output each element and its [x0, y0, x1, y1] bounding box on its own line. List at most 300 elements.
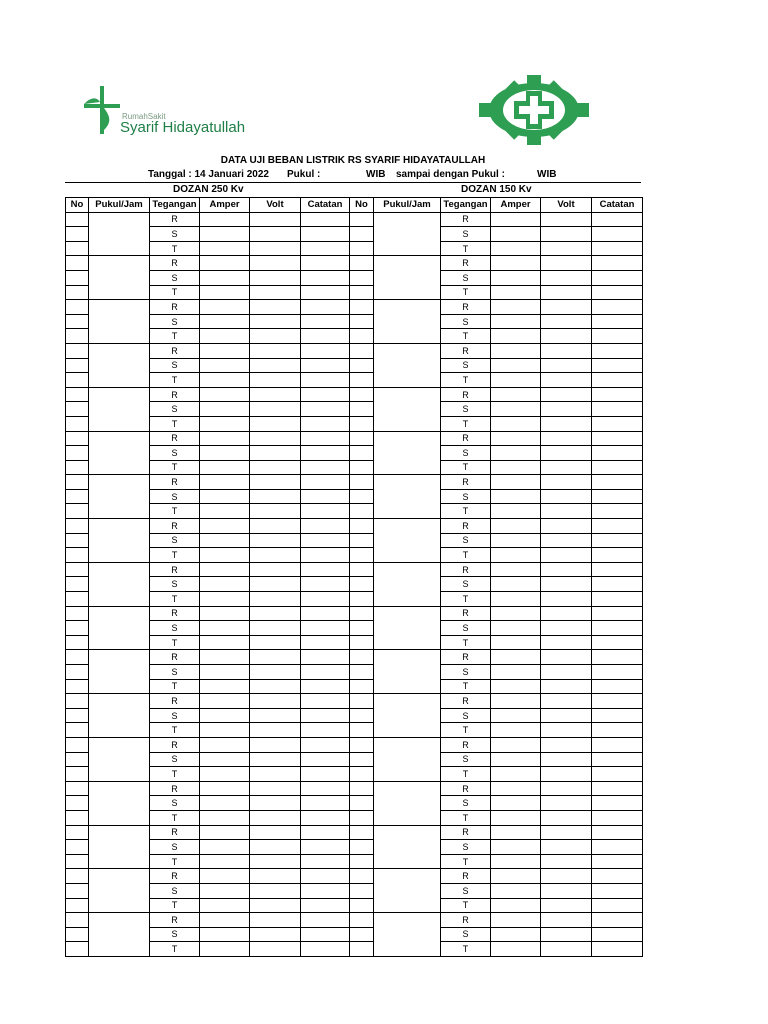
note-cell[interactable]	[301, 343, 350, 358]
amper-cell[interactable]	[491, 431, 541, 446]
volt-cell[interactable]	[541, 942, 592, 957]
time-cell[interactable]	[89, 694, 150, 738]
no-cell[interactable]	[66, 519, 89, 534]
no-cell[interactable]	[350, 212, 374, 227]
volt-cell[interactable]	[541, 840, 592, 855]
amper-cell[interactable]	[491, 665, 541, 680]
note-cell[interactable]	[592, 373, 643, 388]
volt-cell[interactable]	[250, 300, 301, 315]
no-cell[interactable]	[66, 752, 89, 767]
amper-cell[interactable]	[491, 475, 541, 490]
volt-cell[interactable]	[541, 270, 592, 285]
volt-cell[interactable]	[250, 431, 301, 446]
amper-cell[interactable]	[200, 519, 250, 534]
amper-cell[interactable]	[200, 577, 250, 592]
amper-cell[interactable]	[491, 927, 541, 942]
volt-cell[interactable]	[541, 810, 592, 825]
note-cell[interactable]	[592, 723, 643, 738]
time-cell[interactable]	[374, 387, 441, 431]
amper-cell[interactable]	[491, 489, 541, 504]
amper-cell[interactable]	[200, 767, 250, 782]
note-cell[interactable]	[592, 854, 643, 869]
time-cell[interactable]	[89, 913, 150, 957]
amper-cell[interactable]	[200, 854, 250, 869]
no-cell[interactable]	[350, 227, 374, 242]
note-cell[interactable]	[592, 270, 643, 285]
volt-cell[interactable]	[250, 475, 301, 490]
no-cell[interactable]	[350, 314, 374, 329]
amper-cell[interactable]	[491, 635, 541, 650]
volt-cell[interactable]	[541, 460, 592, 475]
no-cell[interactable]	[66, 898, 89, 913]
amper-cell[interactable]	[491, 548, 541, 563]
volt-cell[interactable]	[250, 825, 301, 840]
amper-cell[interactable]	[491, 256, 541, 271]
amper-cell[interactable]	[200, 913, 250, 928]
volt-cell[interactable]	[541, 796, 592, 811]
volt-cell[interactable]	[250, 562, 301, 577]
time-cell[interactable]	[374, 825, 441, 869]
amper-cell[interactable]	[491, 270, 541, 285]
note-cell[interactable]	[301, 460, 350, 475]
no-cell[interactable]	[66, 854, 89, 869]
no-cell[interactable]	[66, 592, 89, 607]
note-cell[interactable]	[592, 416, 643, 431]
volt-cell[interactable]	[250, 869, 301, 884]
no-cell[interactable]	[350, 343, 374, 358]
note-cell[interactable]	[301, 708, 350, 723]
note-cell[interactable]	[592, 577, 643, 592]
no-cell[interactable]	[350, 752, 374, 767]
time-cell[interactable]	[374, 694, 441, 738]
volt-cell[interactable]	[250, 241, 301, 256]
note-cell[interactable]	[301, 241, 350, 256]
note-cell[interactable]	[301, 694, 350, 709]
amper-cell[interactable]	[491, 869, 541, 884]
amper-cell[interactable]	[200, 402, 250, 417]
amper-cell[interactable]	[200, 621, 250, 636]
time-cell[interactable]	[374, 343, 441, 387]
volt-cell[interactable]	[541, 679, 592, 694]
volt-cell[interactable]	[541, 752, 592, 767]
note-cell[interactable]	[301, 314, 350, 329]
volt-cell[interactable]	[250, 767, 301, 782]
amper-cell[interactable]	[200, 387, 250, 402]
note-cell[interactable]	[301, 227, 350, 242]
amper-cell[interactable]	[491, 285, 541, 300]
volt-cell[interactable]	[541, 329, 592, 344]
no-cell[interactable]	[350, 577, 374, 592]
volt-cell[interactable]	[250, 898, 301, 913]
volt-cell[interactable]	[541, 854, 592, 869]
note-cell[interactable]	[592, 592, 643, 607]
volt-cell[interactable]	[250, 358, 301, 373]
volt-cell[interactable]	[541, 708, 592, 723]
note-cell[interactable]	[301, 621, 350, 636]
note-cell[interactable]	[301, 650, 350, 665]
volt-cell[interactable]	[541, 635, 592, 650]
amper-cell[interactable]	[200, 898, 250, 913]
note-cell[interactable]	[301, 256, 350, 271]
no-cell[interactable]	[350, 489, 374, 504]
time-cell[interactable]	[374, 300, 441, 344]
no-cell[interactable]	[66, 767, 89, 782]
volt-cell[interactable]	[250, 927, 301, 942]
volt-cell[interactable]	[541, 431, 592, 446]
no-cell[interactable]	[350, 460, 374, 475]
note-cell[interactable]	[592, 533, 643, 548]
volt-cell[interactable]	[541, 402, 592, 417]
no-cell[interactable]	[350, 241, 374, 256]
volt-cell[interactable]	[250, 446, 301, 461]
note-cell[interactable]	[301, 548, 350, 563]
no-cell[interactable]	[350, 854, 374, 869]
note-cell[interactable]	[301, 665, 350, 680]
amper-cell[interactable]	[200, 358, 250, 373]
volt-cell[interactable]	[250, 285, 301, 300]
no-cell[interactable]	[350, 621, 374, 636]
volt-cell[interactable]	[541, 387, 592, 402]
volt-cell[interactable]	[541, 577, 592, 592]
amper-cell[interactable]	[491, 737, 541, 752]
no-cell[interactable]	[350, 387, 374, 402]
amper-cell[interactable]	[200, 592, 250, 607]
no-cell[interactable]	[350, 300, 374, 315]
volt-cell[interactable]	[250, 256, 301, 271]
note-cell[interactable]	[592, 737, 643, 752]
volt-cell[interactable]	[541, 606, 592, 621]
amper-cell[interactable]	[491, 913, 541, 928]
note-cell[interactable]	[301, 810, 350, 825]
note-cell[interactable]	[592, 475, 643, 490]
amper-cell[interactable]	[200, 694, 250, 709]
note-cell[interactable]	[301, 796, 350, 811]
volt-cell[interactable]	[250, 781, 301, 796]
note-cell[interactable]	[592, 810, 643, 825]
note-cell[interactable]	[592, 431, 643, 446]
note-cell[interactable]	[301, 737, 350, 752]
volt-cell[interactable]	[250, 694, 301, 709]
time-cell[interactable]	[89, 343, 150, 387]
amper-cell[interactable]	[200, 752, 250, 767]
no-cell[interactable]	[66, 781, 89, 796]
no-cell[interactable]	[66, 475, 89, 490]
no-cell[interactable]	[66, 343, 89, 358]
amper-cell[interactable]	[491, 504, 541, 519]
note-cell[interactable]	[301, 358, 350, 373]
no-cell[interactable]	[350, 475, 374, 490]
volt-cell[interactable]	[541, 256, 592, 271]
no-cell[interactable]	[350, 431, 374, 446]
note-cell[interactable]	[592, 562, 643, 577]
no-cell[interactable]	[66, 635, 89, 650]
volt-cell[interactable]	[250, 548, 301, 563]
no-cell[interactable]	[66, 913, 89, 928]
no-cell[interactable]	[350, 562, 374, 577]
no-cell[interactable]	[350, 737, 374, 752]
amper-cell[interactable]	[200, 810, 250, 825]
amper-cell[interactable]	[491, 767, 541, 782]
volt-cell[interactable]	[541, 533, 592, 548]
no-cell[interactable]	[66, 650, 89, 665]
note-cell[interactable]	[301, 402, 350, 417]
volt-cell[interactable]	[250, 373, 301, 388]
note-cell[interactable]	[592, 825, 643, 840]
time-cell[interactable]	[374, 781, 441, 825]
time-cell[interactable]	[89, 256, 150, 300]
no-cell[interactable]	[350, 767, 374, 782]
amper-cell[interactable]	[200, 460, 250, 475]
note-cell[interactable]	[592, 621, 643, 636]
volt-cell[interactable]	[541, 504, 592, 519]
no-cell[interactable]	[66, 460, 89, 475]
no-cell[interactable]	[66, 708, 89, 723]
no-cell[interactable]	[66, 810, 89, 825]
amper-cell[interactable]	[200, 270, 250, 285]
amper-cell[interactable]	[491, 300, 541, 315]
time-cell[interactable]	[89, 475, 150, 519]
volt-cell[interactable]	[250, 942, 301, 957]
volt-cell[interactable]	[541, 212, 592, 227]
note-cell[interactable]	[301, 446, 350, 461]
no-cell[interactable]	[350, 883, 374, 898]
no-cell[interactable]	[66, 694, 89, 709]
amper-cell[interactable]	[491, 679, 541, 694]
note-cell[interactable]	[592, 343, 643, 358]
amper-cell[interactable]	[491, 329, 541, 344]
note-cell[interactable]	[592, 927, 643, 942]
no-cell[interactable]	[350, 927, 374, 942]
note-cell[interactable]	[301, 767, 350, 782]
volt-cell[interactable]	[250, 460, 301, 475]
note-cell[interactable]	[301, 562, 350, 577]
no-cell[interactable]	[350, 781, 374, 796]
amper-cell[interactable]	[200, 562, 250, 577]
no-cell[interactable]	[350, 913, 374, 928]
no-cell[interactable]	[350, 285, 374, 300]
volt-cell[interactable]	[250, 329, 301, 344]
volt-cell[interactable]	[250, 533, 301, 548]
time-cell[interactable]	[89, 869, 150, 913]
note-cell[interactable]	[301, 840, 350, 855]
no-cell[interactable]	[66, 446, 89, 461]
volt-cell[interactable]	[250, 343, 301, 358]
amper-cell[interactable]	[200, 227, 250, 242]
amper-cell[interactable]	[491, 650, 541, 665]
note-cell[interactable]	[301, 212, 350, 227]
volt-cell[interactable]	[541, 241, 592, 256]
volt-cell[interactable]	[250, 577, 301, 592]
amper-cell[interactable]	[200, 927, 250, 942]
amper-cell[interactable]	[200, 665, 250, 680]
note-cell[interactable]	[301, 825, 350, 840]
volt-cell[interactable]	[541, 562, 592, 577]
no-cell[interactable]	[350, 694, 374, 709]
volt-cell[interactable]	[250, 708, 301, 723]
note-cell[interactable]	[592, 212, 643, 227]
amper-cell[interactable]	[491, 723, 541, 738]
no-cell[interactable]	[66, 577, 89, 592]
volt-cell[interactable]	[541, 781, 592, 796]
no-cell[interactable]	[350, 840, 374, 855]
volt-cell[interactable]	[541, 913, 592, 928]
note-cell[interactable]	[301, 781, 350, 796]
time-cell[interactable]	[374, 562, 441, 606]
amper-cell[interactable]	[491, 898, 541, 913]
no-cell[interactable]	[66, 606, 89, 621]
volt-cell[interactable]	[541, 883, 592, 898]
volt-cell[interactable]	[250, 212, 301, 227]
note-cell[interactable]	[301, 883, 350, 898]
note-cell[interactable]	[592, 256, 643, 271]
note-cell[interactable]	[301, 329, 350, 344]
no-cell[interactable]	[350, 592, 374, 607]
volt-cell[interactable]	[541, 489, 592, 504]
note-cell[interactable]	[592, 548, 643, 563]
no-cell[interactable]	[66, 329, 89, 344]
amper-cell[interactable]	[491, 592, 541, 607]
time-cell[interactable]	[89, 562, 150, 606]
no-cell[interactable]	[350, 650, 374, 665]
no-cell[interactable]	[350, 679, 374, 694]
no-cell[interactable]	[66, 227, 89, 242]
amper-cell[interactable]	[200, 256, 250, 271]
amper-cell[interactable]	[491, 533, 541, 548]
no-cell[interactable]	[350, 708, 374, 723]
volt-cell[interactable]	[250, 679, 301, 694]
note-cell[interactable]	[592, 883, 643, 898]
no-cell[interactable]	[350, 358, 374, 373]
note-cell[interactable]	[592, 898, 643, 913]
amper-cell[interactable]	[491, 314, 541, 329]
amper-cell[interactable]	[491, 781, 541, 796]
no-cell[interactable]	[350, 329, 374, 344]
time-cell[interactable]	[89, 519, 150, 563]
volt-cell[interactable]	[541, 869, 592, 884]
volt-cell[interactable]	[250, 810, 301, 825]
no-cell[interactable]	[350, 533, 374, 548]
note-cell[interactable]	[592, 329, 643, 344]
volt-cell[interactable]	[250, 621, 301, 636]
volt-cell[interactable]	[250, 519, 301, 534]
note-cell[interactable]	[301, 679, 350, 694]
amper-cell[interactable]	[491, 621, 541, 636]
no-cell[interactable]	[350, 519, 374, 534]
amper-cell[interactable]	[200, 869, 250, 884]
time-cell[interactable]	[374, 519, 441, 563]
amper-cell[interactable]	[491, 241, 541, 256]
amper-cell[interactable]	[200, 475, 250, 490]
no-cell[interactable]	[350, 825, 374, 840]
amper-cell[interactable]	[200, 431, 250, 446]
note-cell[interactable]	[592, 840, 643, 855]
note-cell[interactable]	[301, 416, 350, 431]
note-cell[interactable]	[592, 402, 643, 417]
amper-cell[interactable]	[200, 343, 250, 358]
no-cell[interactable]	[350, 256, 374, 271]
volt-cell[interactable]	[250, 650, 301, 665]
amper-cell[interactable]	[491, 840, 541, 855]
volt-cell[interactable]	[541, 314, 592, 329]
volt-cell[interactable]	[541, 475, 592, 490]
amper-cell[interactable]	[491, 883, 541, 898]
note-cell[interactable]	[301, 285, 350, 300]
no-cell[interactable]	[350, 504, 374, 519]
volt-cell[interactable]	[541, 927, 592, 942]
amper-cell[interactable]	[200, 781, 250, 796]
no-cell[interactable]	[66, 548, 89, 563]
volt-cell[interactable]	[541, 694, 592, 709]
amper-cell[interactable]	[491, 402, 541, 417]
note-cell[interactable]	[301, 475, 350, 490]
no-cell[interactable]	[66, 256, 89, 271]
volt-cell[interactable]	[541, 373, 592, 388]
note-cell[interactable]	[301, 373, 350, 388]
no-cell[interactable]	[66, 737, 89, 752]
amper-cell[interactable]	[491, 606, 541, 621]
amper-cell[interactable]	[200, 300, 250, 315]
amper-cell[interactable]	[491, 708, 541, 723]
amper-cell[interactable]	[491, 227, 541, 242]
note-cell[interactable]	[592, 300, 643, 315]
note-cell[interactable]	[301, 504, 350, 519]
volt-cell[interactable]	[250, 314, 301, 329]
volt-cell[interactable]	[250, 840, 301, 855]
no-cell[interactable]	[350, 942, 374, 957]
no-cell[interactable]	[66, 504, 89, 519]
volt-cell[interactable]	[541, 416, 592, 431]
no-cell[interactable]	[66, 927, 89, 942]
amper-cell[interactable]	[200, 533, 250, 548]
note-cell[interactable]	[301, 854, 350, 869]
volt-cell[interactable]	[541, 227, 592, 242]
no-cell[interactable]	[66, 723, 89, 738]
note-cell[interactable]	[301, 300, 350, 315]
no-cell[interactable]	[350, 723, 374, 738]
amper-cell[interactable]	[491, 825, 541, 840]
amper-cell[interactable]	[491, 752, 541, 767]
amper-cell[interactable]	[200, 548, 250, 563]
amper-cell[interactable]	[200, 679, 250, 694]
time-cell[interactable]	[89, 650, 150, 694]
note-cell[interactable]	[301, 431, 350, 446]
no-cell[interactable]	[66, 679, 89, 694]
no-cell[interactable]	[66, 285, 89, 300]
note-cell[interactable]	[592, 606, 643, 621]
volt-cell[interactable]	[541, 592, 592, 607]
time-cell[interactable]	[89, 387, 150, 431]
volt-cell[interactable]	[541, 621, 592, 636]
time-cell[interactable]	[374, 737, 441, 781]
volt-cell[interactable]	[250, 402, 301, 417]
note-cell[interactable]	[301, 592, 350, 607]
amper-cell[interactable]	[491, 373, 541, 388]
note-cell[interactable]	[592, 460, 643, 475]
note-cell[interactable]	[301, 635, 350, 650]
note-cell[interactable]	[301, 942, 350, 957]
note-cell[interactable]	[592, 650, 643, 665]
amper-cell[interactable]	[200, 489, 250, 504]
no-cell[interactable]	[66, 300, 89, 315]
no-cell[interactable]	[66, 387, 89, 402]
no-cell[interactable]	[350, 402, 374, 417]
note-cell[interactable]	[301, 387, 350, 402]
volt-cell[interactable]	[250, 387, 301, 402]
volt-cell[interactable]	[541, 343, 592, 358]
no-cell[interactable]	[66, 665, 89, 680]
time-cell[interactable]	[89, 212, 150, 256]
amper-cell[interactable]	[200, 212, 250, 227]
